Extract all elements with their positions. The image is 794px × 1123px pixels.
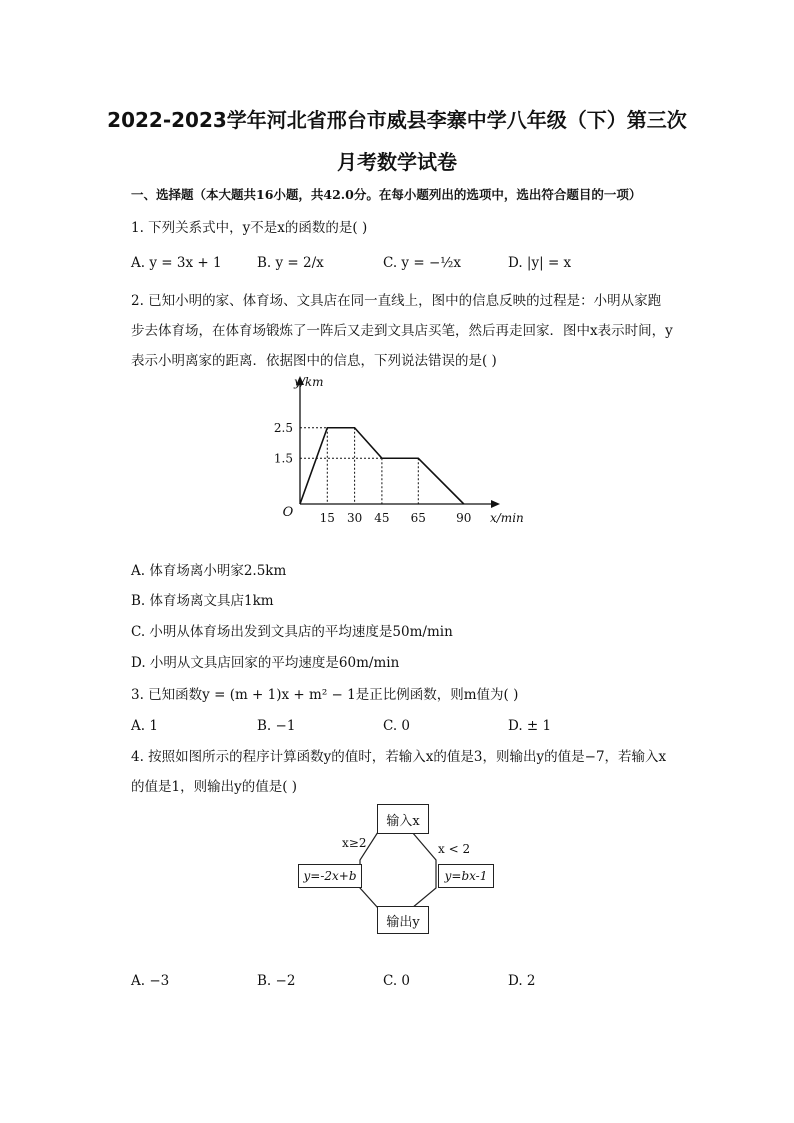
distance-time-chart <box>260 370 530 530</box>
q4-option-c: C. 0 <box>383 973 411 989</box>
q3-stem: 3. 已知函数y = (m + 1)x + m² − 1是正比例函数，则m值为( ) <box>131 687 519 703</box>
x-axis-label: x/min <box>490 511 524 525</box>
series-line <box>300 428 464 504</box>
q3-option-c: C. 0 <box>383 718 411 734</box>
x-tick-label: 90 <box>456 511 472 525</box>
x-tick-label: 45 <box>374 511 390 525</box>
origin-label: O <box>282 505 294 520</box>
chart-svg <box>260 370 530 530</box>
x-tick-label: 65 <box>410 511 426 525</box>
q2-stem-line2: 步去体育场，在体育场锻炼了一阵后又走到文具店买笔，然后再走回家．图中x表示时间，y <box>131 323 673 339</box>
q3-option-b: B. −1 <box>257 718 296 734</box>
flowchart-left-condition: x≥2 <box>342 836 367 850</box>
q4-option-d: D. 2 <box>508 973 536 989</box>
q1-option-b: B. y = 2/x <box>257 255 324 271</box>
flowchart-right-condition: x < 2 <box>438 842 471 856</box>
x-axis-arrow <box>491 500 500 508</box>
q4-option-b: B. −2 <box>257 973 296 989</box>
q2-option-b: B. 体育场离文具店1km <box>131 593 274 609</box>
q4-option-a: A. −3 <box>131 973 170 989</box>
exam-title-line1: 2022-2023学年河北省邢台市威县李寨中学八年级（下）第三次 <box>107 108 687 132</box>
flowchart-left-formula: y=-2x+b <box>298 864 362 888</box>
y-axis-label: y/km <box>294 375 324 389</box>
q2-option-c: C. 小明从体育场出发到文具店的平均速度是50m/min <box>131 624 453 640</box>
exam-title-line2: 月考数学试卷 <box>337 150 457 174</box>
q1-option-d: D. |y| = x <box>508 255 572 271</box>
q3-option-d: D. ± 1 <box>508 718 552 734</box>
flowchart-right-formula: y=bx-1 <box>438 864 494 888</box>
flowchart-output-box: 输出y <box>377 906 429 934</box>
q2-stem-line1: 2. 已知小明的家、体育场、文具店在同一直线上，图中的信息反映的过程是：小明从家跑 <box>131 293 662 309</box>
q2-stem-line3: 表示小明离家的距离．依据图中的信息，下列说法错误的是( ) <box>131 353 497 369</box>
x-tick-label: 15 <box>319 511 335 525</box>
flowchart-input-box: 输入x <box>377 804 429 834</box>
q4-stem-line1: 4. 按照如图所示的程序计算函数y的值时，若输入x的值是3，则输出y的值是−7，若输入x <box>131 749 667 765</box>
q2-option-a: A. 体育场离小明家2.5km <box>131 563 287 579</box>
q1-option-a: A. y = 3x + 1 <box>131 255 222 271</box>
x-tick-label: 30 <box>346 511 363 525</box>
y-tick-label: 1.5 <box>273 451 293 466</box>
q1-stem: 1. 下列关系式中，y不是x的函数的是( ) <box>131 220 368 236</box>
section-heading: 一、选择题（本大题共16小题，共42.0分。在每小题列出的选项中，选出符合题目的一项） <box>131 187 642 202</box>
q3-option-a: A. 1 <box>131 718 158 734</box>
y-tick-label: 2.5 <box>273 420 293 435</box>
q2-option-d: D. 小明从文具店回家的平均速度是60m/min <box>131 655 400 671</box>
q4-stem-line2: 的值是1，则输出y的值是( ) <box>131 779 298 795</box>
q1-option-c: C. y = −½x <box>383 255 461 271</box>
program-flowchart <box>296 802 496 932</box>
